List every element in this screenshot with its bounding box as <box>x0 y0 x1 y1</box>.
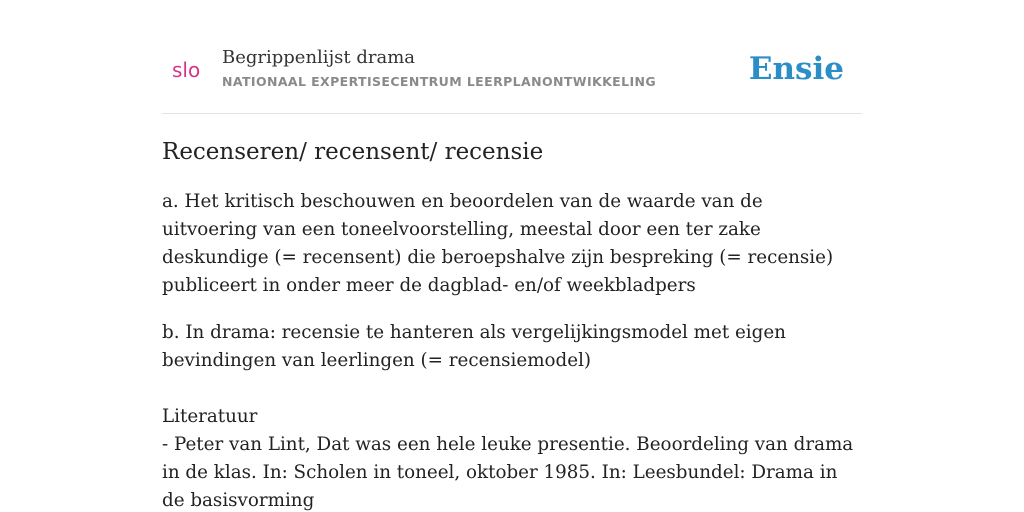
header <box>162 36 862 114</box>
literature-heading: Literatuur <box>162 406 258 427</box>
slo-logo[interactable]: slo <box>172 58 201 82</box>
literature-item: - Peter van Lint, Dat was een hele leuke presentie. Beoordeling van drama in de klas. In: Scholen in toneel, oktober 1985. In: Leesbundel: Drama in de basisvorming <box>162 434 854 511</box>
definition-b: b. In drama: recensie te hanteren als vergelijkingsmodel met eigen bevindingen van leerlingen (= recensiemodel) <box>162 322 786 371</box>
entry-content <box>162 136 862 512</box>
entry-term: Recenseren/ recensent/ recensie <box>162 139 544 165</box>
collection-title[interactable]: Begrippenlijst drama <box>222 47 415 68</box>
ensie-logo[interactable]: Ensie <box>748 51 844 87</box>
organization-name: NATIONAAL EXPERTISECENTRUM LEERPLANONTWIKKELING <box>222 74 657 89</box>
definition-a: a. Het kritisch beschouwen en beoordelen van de waarde van de uitvoering van een toneelvoorstelling, meestal door een ter zake deskundige (= recensent) die beroepshalve zijn bespreking (= recensie) publiceert in onder meer de dagblad- en/of weekbladpers <box>162 191 834 296</box>
